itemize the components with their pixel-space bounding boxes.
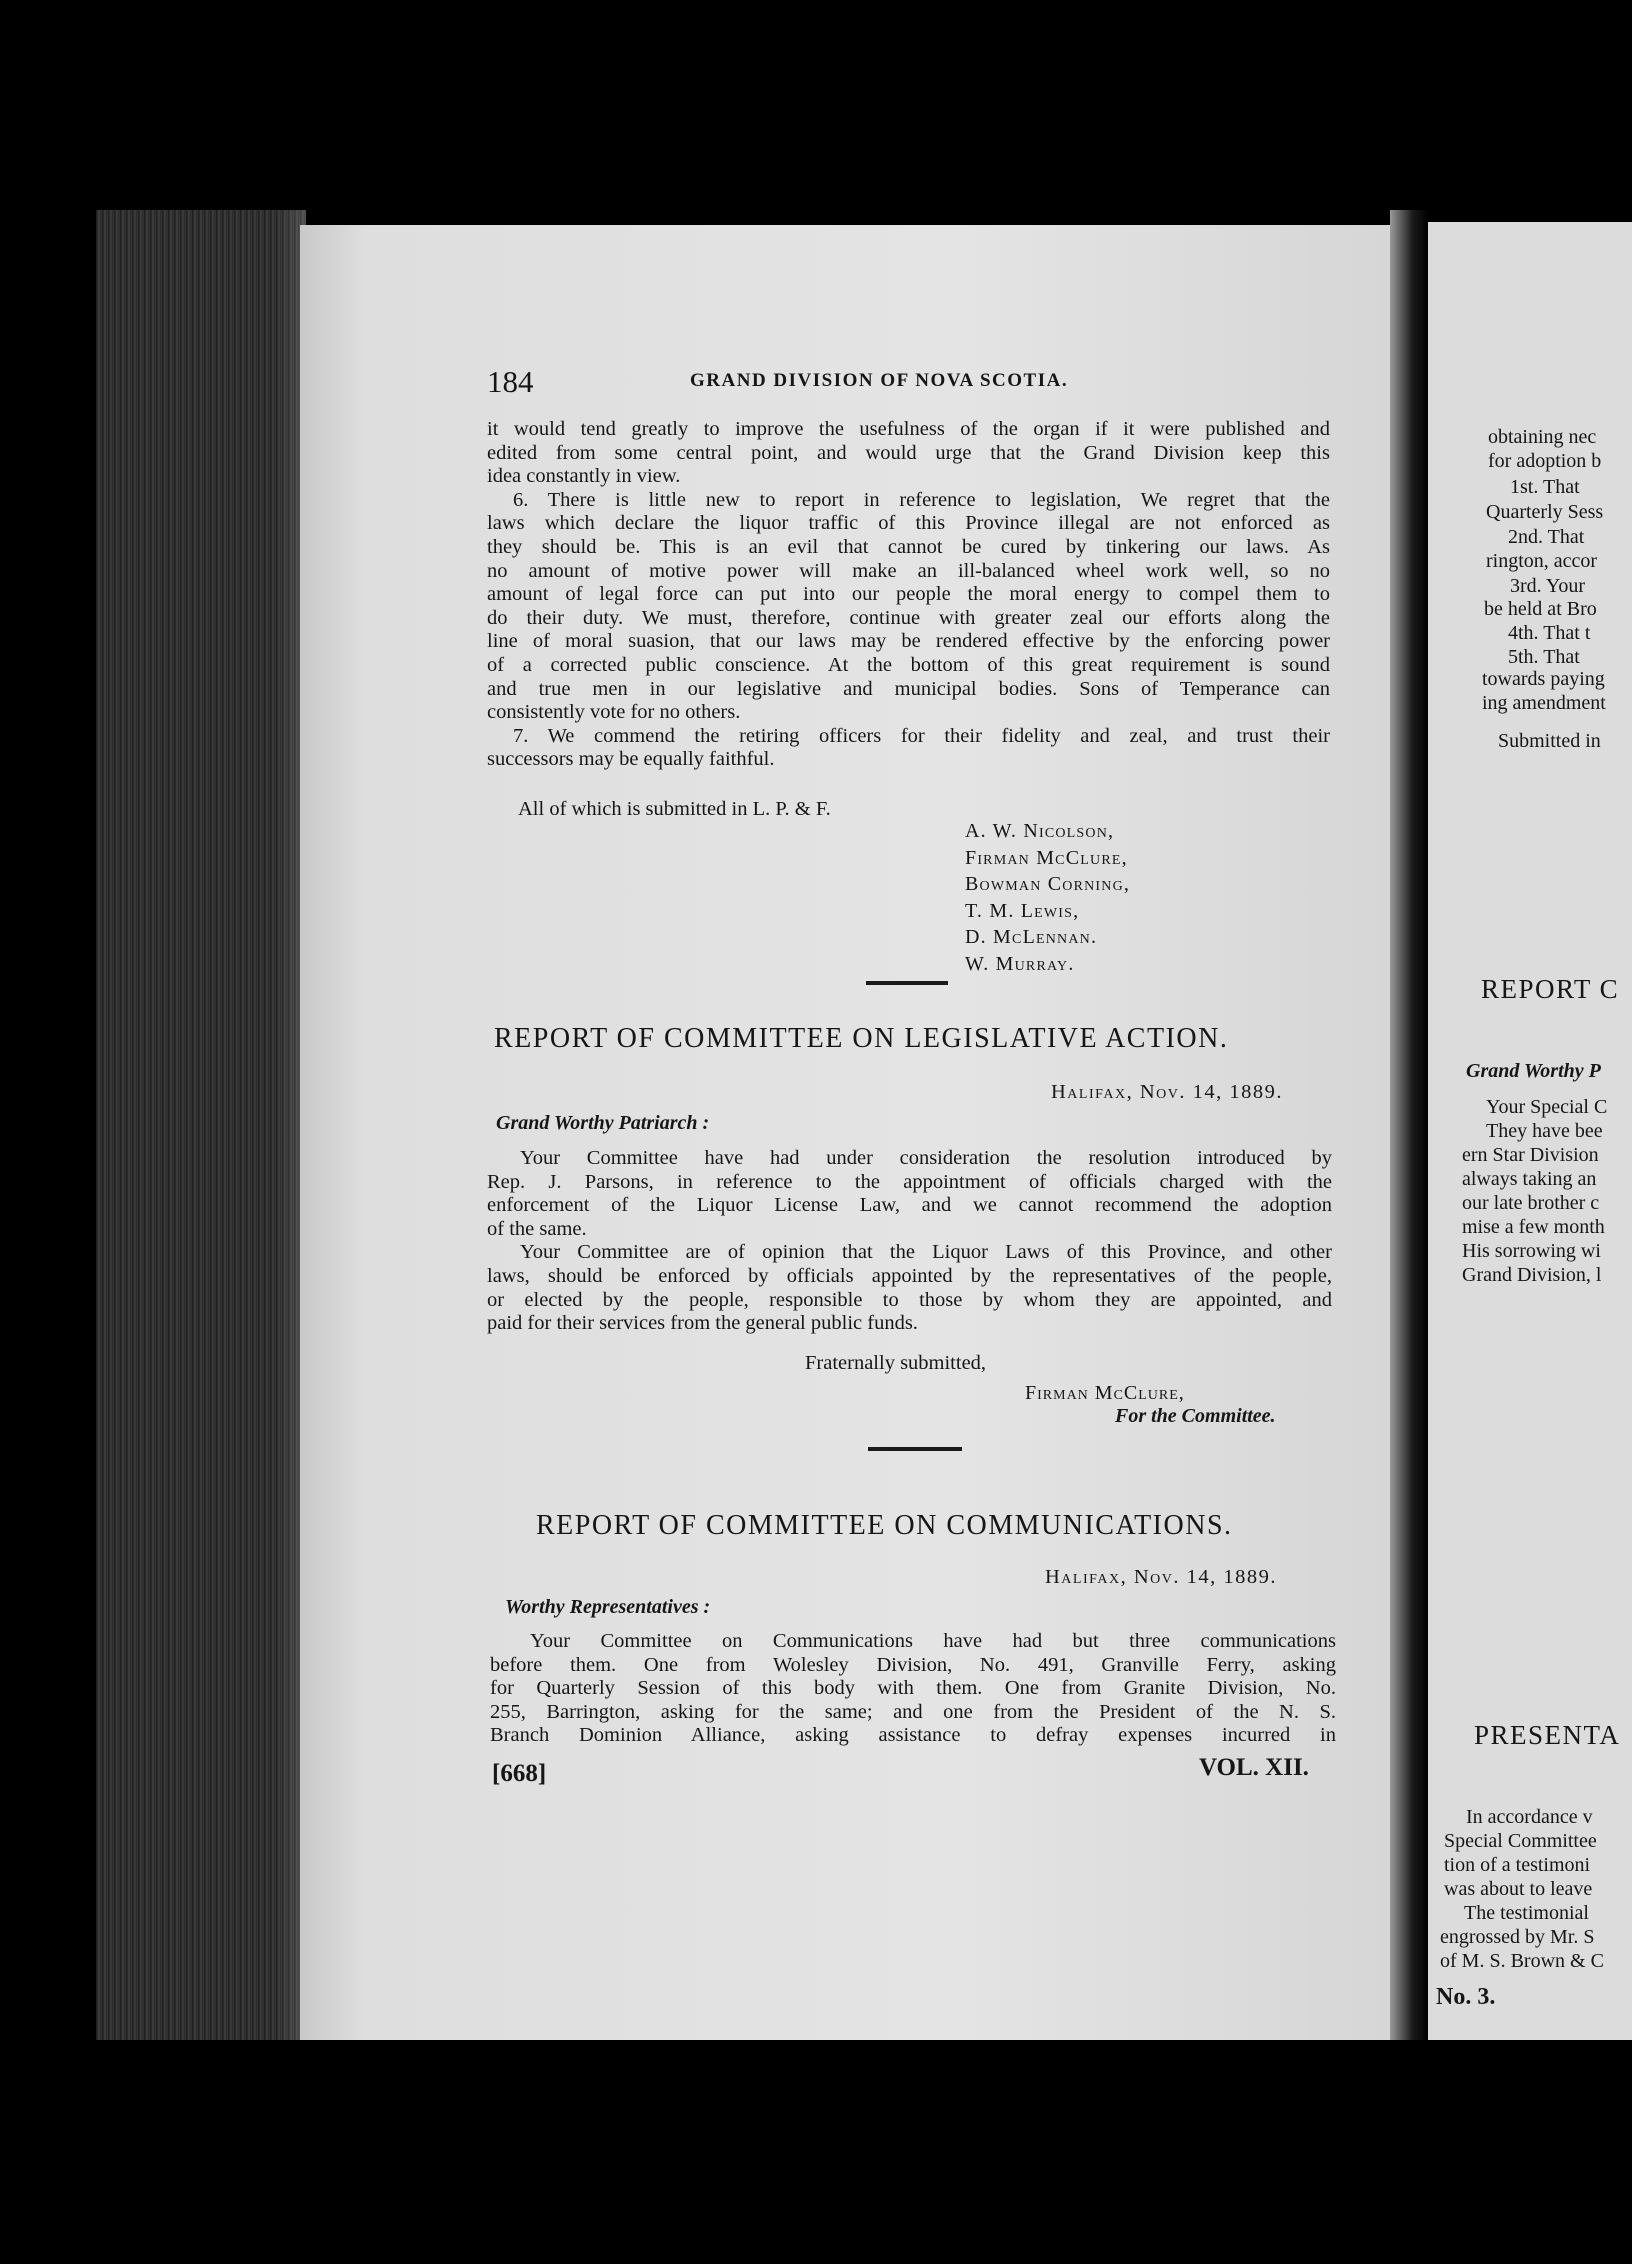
text-line: 4th. That t [1508,622,1591,644]
text-line: line of moral suasion, that our laws may be rendered effective by the enforcing power [487,630,1330,653]
text-line: edited from some central point, and would urge that the Grand Division keep this [487,441,1330,464]
page-number: 184 [487,364,534,399]
text-line: do their duty. We must, therefore, continue with greater zeal our efforts along the [487,606,1330,629]
text-line: 1st. That [1510,476,1580,498]
signer-name: Firman McClure, [1025,1382,1185,1404]
signatory: T. M. Lewis, [965,899,1080,922]
text-line: 5th. That [1508,646,1580,668]
signatory: Bowman Corning, [965,873,1131,895]
text-line: Special Committee [1444,1830,1597,1852]
text-line: 7. We commend the retiring officers for their fidelity and zeal, and trust their [513,724,1330,747]
text-line: idea constantly in view. [487,465,681,488]
text-line: Quarterly Sess [1486,501,1604,523]
text-line: mise a few month [1462,1216,1605,1238]
footer-number: No. 3. [1436,1984,1496,2010]
text-line: of M. S. Brown & C [1440,1950,1604,1972]
text-line: of a corrected public conscience. At the bottom of this great requirement is sound [487,653,1330,676]
text-line: 3rd. Your [1510,575,1586,597]
signatory: A. W. Nicolson, [965,820,1115,842]
text-line: Submitted in [1498,730,1601,752]
text-line: consistently vote for no others. [487,701,741,724]
section3-body [490,1630,1336,1748]
closing-line: All of which is submitted in L. P. & F. [518,798,831,820]
right-page [1428,222,1632,2040]
text-line: 255, Barrington, asking for the same; and one from the President of the N. S. [490,1700,1336,1723]
text-line: our late brother c [1462,1192,1600,1214]
text-line: In accordance v [1466,1806,1593,1828]
book-page-edges [96,210,306,2040]
text-line: no amount of motive power will make an ill-balanced wheel work well, so no [487,559,1330,582]
text-line: Your Special C [1486,1096,1608,1118]
section-heading: REPORT OF COMMITTEE ON LEGISLATIVE ACTION. [494,1023,1229,1054]
text-line: They have bee [1486,1120,1603,1142]
text-line: it would tend greatly to improve the usefulness of the organ if it were published and [487,418,1330,440]
running-title: GRAND DIVISION OF NOVA SCOTIA. [690,370,1069,391]
text-line: was about to leave [1444,1878,1593,1900]
text-line: tion of a testimoni [1444,1854,1591,1876]
section-heading: REPORT C [1481,974,1620,1004]
footer-signature-mark: [668] [492,1760,547,1787]
text-line: engrossed by Mr. S [1440,1926,1595,1948]
text-line: Your Committee are of opinion that the Liquor Laws of this Province, and other [520,1241,1332,1264]
signatory: Firman McClure, [965,846,1128,869]
report-date: Halifax, Nov. 14, 1889. [1051,1081,1283,1103]
text-line: obtaining nec [1488,426,1597,448]
salutation: Grand Worthy P [1466,1060,1601,1082]
section-heading: PRESENTA [1474,1720,1621,1750]
text-line: of the same. [487,1217,587,1240]
closing-line: Fraternally submitted, [805,1352,987,1374]
text-line: for adoption b [1488,450,1602,472]
section2-body [487,1147,1332,1336]
text-line: before them. One from Wolesley Division, No. 491, Granville Ferry, asking [490,1653,1336,1676]
book-gutter [1390,210,1428,2040]
footer-volume: VOL. XII. [1199,1754,1309,1781]
report-date: Halifax, Nov. 14, 1889. [1045,1566,1277,1588]
text-line: ern Star Division [1462,1144,1599,1166]
text-line: ing amendment [1482,692,1606,714]
text-line: amount of legal force can put into our people the moral energy to compel them to [487,583,1330,606]
text-line: paid for their services from the general public funds. [487,1312,918,1335]
text-line: successors may be equally faithful. [487,748,775,771]
text-line: laws which declare the liquor traffic of this Province illegal are not enforced as [487,512,1330,535]
text-line: Rep. J. Parsons, in reference to the appointment of officials charged with the [487,1170,1332,1193]
text-line: be held at Bro [1484,598,1597,620]
text-line: Your Committee on Communications have had but three communications [530,1630,1336,1652]
text-line: 2nd. That [1508,526,1585,548]
salutation: Grand Worthy Patriarch : [496,1112,710,1134]
text-line: laws, should be enforced by officials appointed by the representatives of the people, [487,1264,1332,1287]
text-line: Branch Dominion Alliance, asking assistance to defray expenses incurred in [490,1724,1336,1747]
signatory: W. Murray. [965,952,1075,975]
section-heading: REPORT OF COMMITTEE ON COMMUNICATIONS. [536,1510,1233,1541]
text-line: or elected by the people, responsible to those by whom they are appointed, and [487,1288,1332,1311]
signer-role: For the Committee. [1115,1405,1276,1427]
section-divider [868,1447,962,1451]
text-line: Your Committee have had under consideration the resolution introduced by [520,1147,1332,1169]
text-line: 6. There is little new to report in reference to legislation, We regret that the [513,488,1330,511]
text-line: always taking an [1462,1168,1597,1190]
section-divider [866,981,948,985]
text-line: enforcement of the Liquor License Law, and we cannot recommend the adoption [487,1194,1332,1217]
salutation: Worthy Representatives : [505,1596,711,1618]
signatory-list [965,818,1130,977]
text-line: His sorrowing wi [1462,1240,1601,1262]
text-line: rington, accor [1486,550,1598,572]
text-line: for Quarterly Session of this body with them. One from Granite Division, No. [490,1677,1336,1700]
text-line: towards paying [1482,668,1605,690]
text-line: Grand Division, l [1462,1264,1602,1286]
signatory: D. McLennan. [965,926,1098,948]
text-line: The testimonial [1464,1902,1589,1924]
text-line: and true men in our legislative and municipal bodies. Sons of Temperance can [487,677,1330,700]
text-line: they should be. This is an evil that cannot be cured by tinkering our laws. As [487,535,1330,558]
section1-body [487,418,1330,772]
